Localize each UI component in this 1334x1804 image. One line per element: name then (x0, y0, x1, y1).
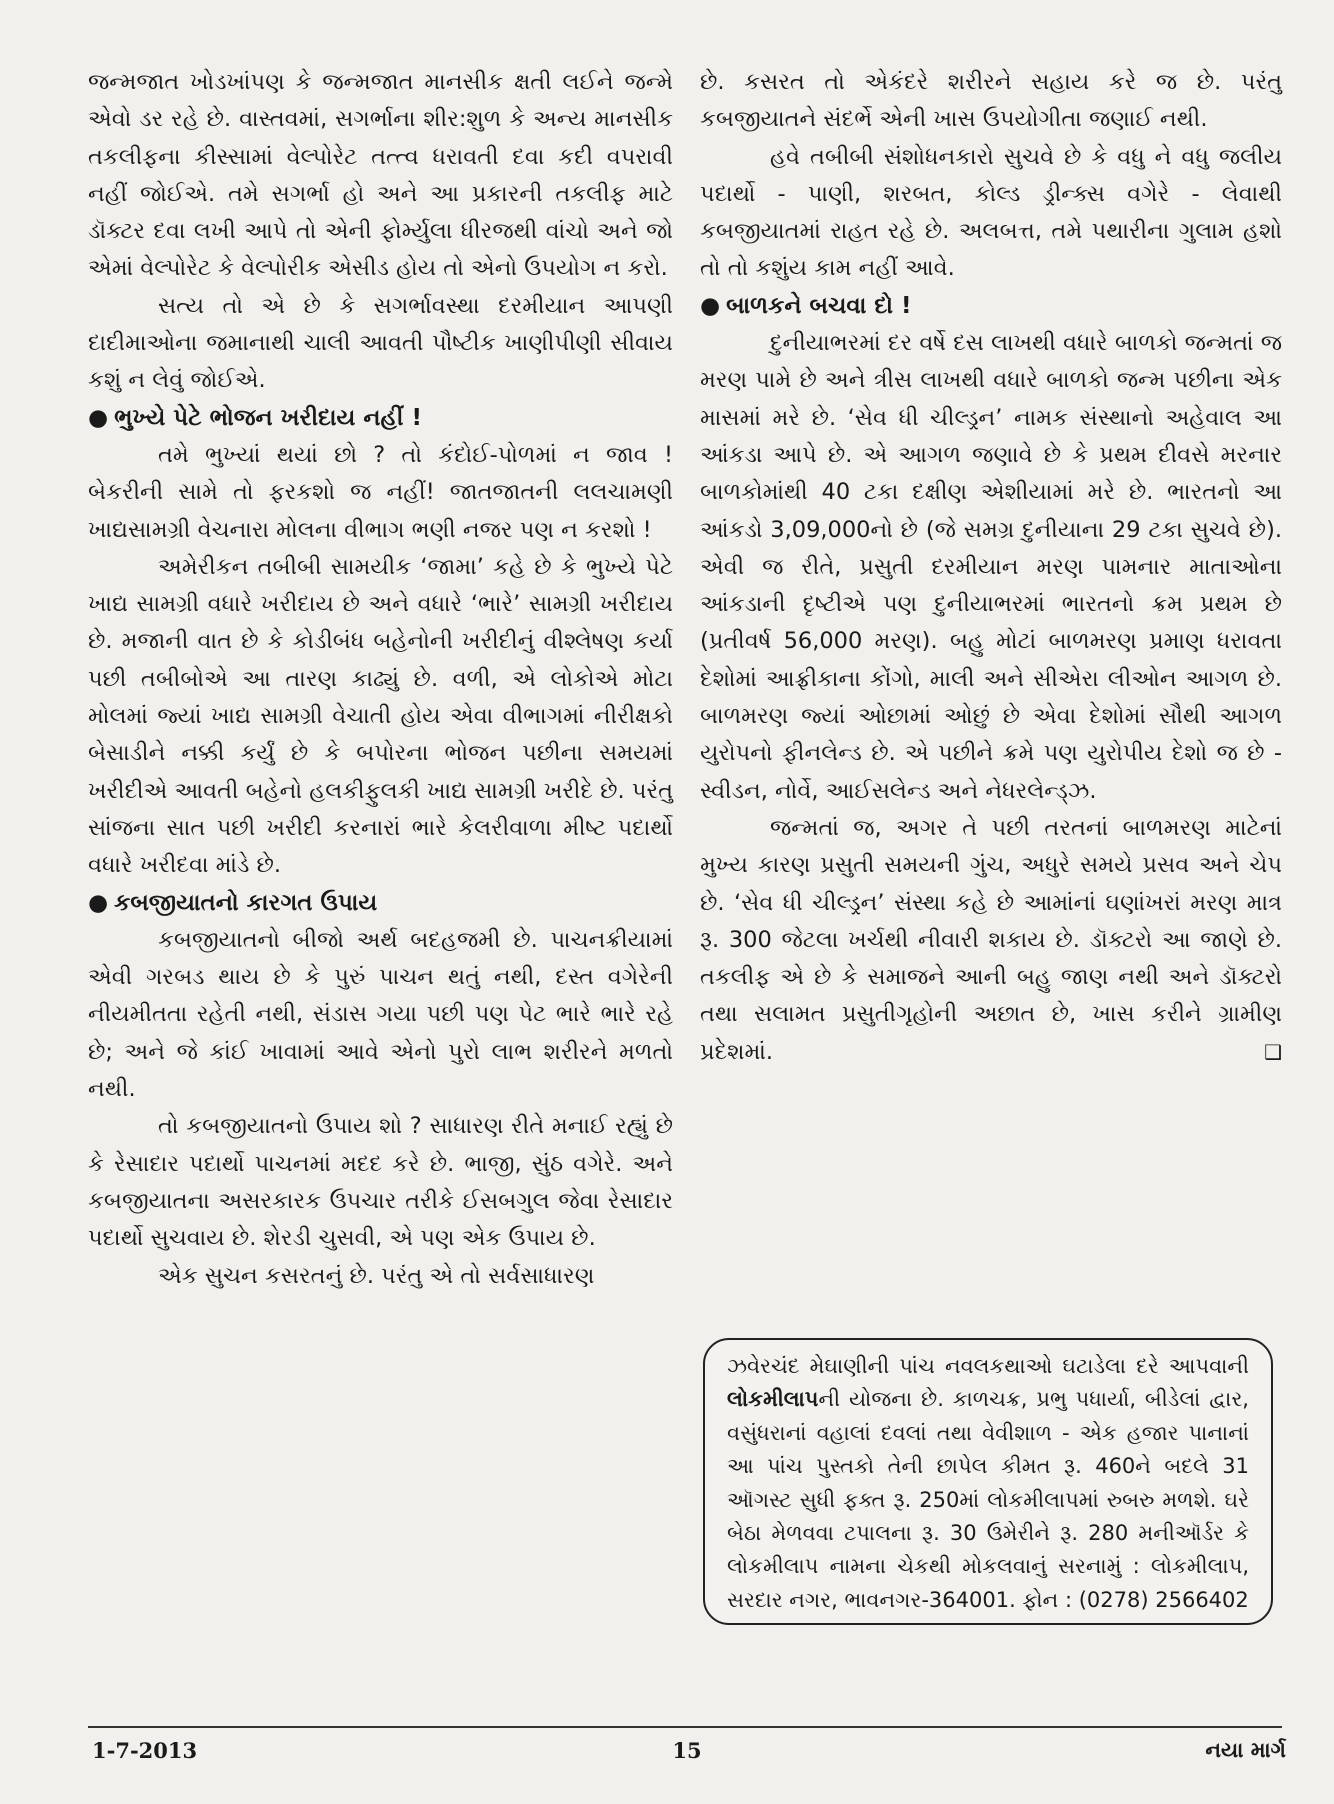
bullet-icon: ● (88, 404, 109, 431)
footer-divider (88, 1726, 1282, 1728)
paragraph: છે. કસરત તો એકંદરે શરીરને સહાય કરે જ છે. પરંતુ કબજીયાતને સંદર્ભે એની ખાસ ઉપયોગીતા જણાઈ નથી. (700, 69, 1282, 133)
paragraph: તો કબજીયાતનો ઉપાય શો ? સાધારણ રીતે મનાઈ રહ્યું છે કે રેસાદાર પદાર્થો પાચનમાં મદદ કરે છે. ભાજી, સુંઠ વગેરે. અને કબજીયાતના અસરકારક ઉપચાર તરીકે ઈસબગુલ જેવા રેસાદાર પદાર્થો સુચવાય છે. શેરડી ચુસવી, એ પણ એક ઉપાય છે. (88, 1113, 673, 1252)
notice-bold-name: લોકમીલાપ (727, 1387, 819, 1412)
paragraph: સત્ય તો એ છે કે સગર્ભાવસ્થા દરમીયાન આપણી દાદીમાઓના જમાનાથી ચાલી આવતી પૌષ્ટીક ખાણીપીણી સીવાય કશું ન લેવું જોઈએ. (88, 292, 673, 394)
paragraph: એક સુચન કસરતનું છે. પરંતુ એ તો સર્વસાધારણ (158, 1262, 595, 1289)
page-number: 15 (672, 1738, 702, 1763)
notice-box (703, 1338, 1273, 1625)
paragraph: દુનીયાભરમાં દર વર્ષે દસ લાખથી વધારે બાળકો જન્મતાં જ મરણ પામે છે અને ત્રીસ લાખથી વધારે બાળકો જન્મ પછીના એક માસમાં મરે છે. ‘સેવ ધી ચીલ્ડ્રન’ નામક સંસ્થાનો અહેવાલ આ આંકડા આપે છે. એ આગળ જણાવે છે કે પ્રથમ દીવસે મરનાર બાળકોમાંથી 40 ટકા દક્ષીણ એશીયામાં મરે છે. ભારતનો આ આંકડો 3,09,000નો છે (જે સમગ્ર દુનીયાના 29 ટકા સુચવે છે). એવી જ રીતે, પ્રસુતી દરમીયાન મરણ પામનાર માતાઓના આંકડાની દૃષ્ટીએ પણ દુનીયાભરમાં ભારતનો ક્રમ પ્રથમ છે (પ્રતીવર્ષ 56,000 મરણ). બહુ મોટાં બાળમરણ પ્રમાણ ધરાવતા દેશોમાં આફ્રીકાના કોંગો, માલી અને સીએરા લીઓન આગળ છે. બાળમરણ જ્યાં ઓછામાં ઓછું છે એવા દેશોમાં સૌથી આગળ યુરોપનો ફીનલેન્ડ છે. એ પછીને ક્રમે પણ યુરોપીય દેશો જ છે - સ્વીડન, નોર્વે, આઈસલેન્ડ અને નેધરલેન્ડ્ઝ. (700, 330, 1282, 804)
left-column (88, 64, 673, 1295)
magazine-name: નયા માર્ગ (1205, 1738, 1286, 1762)
paragraph: અમેરીકન તબીબી સામયીક ‘જામા’ કહે છે કે ભુખ્યે પેટે ખાદ્ય સામગ્રી વધારે ખરીદાય છે અને વધારે ‘ભારે’ સામગ્રી ખરીદાય છે. મજાની વાત છે કે કોડીબંધ બહેનોની ખરીદીનું વીશ્લેષણ કર્યા પછી તબીબોએ આ તારણ કાઢ્યું છે. વળી, એ લોકોએ મોટા મોલમાં જ્યાં ખાદ્ય સામગ્રી વેચાતી હોય એવા વીભાગમાં નીરીક્ષકો બેસાડીને નક્કી કર્યું છે કે બપોરના ભોજન પછીના સમયમાં ખરીદીએ આવતી બહેનો હલકીફુલકી ખાદ્ય સામગ્રી ખરીદે છે. પરંતુ સાંજના સાત પછી ખરીદી કરનારાં ભારે કેલરીવાળા મીષ્ટ પદાર્થો વધારે ખરીદવા માંડે છે. (88, 553, 673, 879)
notice-text: ઝવેરચંદ મેઘાણીની પાંચ નવલકથાઓ ઘટાડેલા દરે આપવાની લોકમીલાપની યોજના છે. કાળચક્ર, પ્રભુ પધાર્યા, બીડેલાં દ્વાર, વસુંધરાનાં વહાલાં દવલાં તથા વેવીશાળ - એક હજાર પાનાનાં આ પાંચ પુસ્તકો તેની છાપેલ કીમત રૂ. 460ને બદલે 31 ઑગસ્ટ સુધી ફક્ત રૂ. 250માં લોકમીલાપમાં રુબરુ મળશે. ઘરે બેઠા મેળવવા ટપાલના રૂ. 30 ઉમેરીને રૂ. 280 મનીઑર્ડર કે લોકમીલાપ નામના ચેકથી મોકલવાનું સરનામું : લોકમીલાપ, સરદાર નગર, ભાવનગર-364001. ફોન : (0278) 2566402 (727, 1354, 1249, 1612)
paragraph: જન્મજાત ખોડખાંપણ કે જન્મજાત માનસીક ક્ષતી લઈને જન્મે એવો ડર રહે છે. વાસ્તવમાં, સગર્ભાના શીર:શુળ કે અન્ય માનસીક તકલીફના કીસ્સામાં વેલ્પોરેટ તત્ત્વ ધરાવતી દવા કદી વપરાવી નહીં જોઈએ. તમે સગર્ભા હો અને આ પ્રકારની તકલીફ માટે ડૉક્ટર દવા લખી આપે તો એની ફોર્મ્યુલા ધીરજથી વાંચો અને જો એમાં વેલ્પોરેટ કે વેલ્પોરીક એસીડ હોય તો એનો ઉપયોગ ન કરો. (88, 69, 673, 282)
paragraph: જન્મતાં જ, અગર તે પછી તરતનાં બાળમરણ માટેનાં મુખ્ય કારણ પ્રસુતી સમયની ગુંચ, અધુરે સમયે પ્રસવ અને ચેપ છે. ‘સેવ ધી ચીલ્ડ્રન’ સંસ્થા કહે છે આમાંનાં ઘણાંખરાં મરણ માત્ર રૂ. 300 જેટલા ખર્ચથી નીવારી શકાય છે. ડૉક્ટરો આ જાણે છે. તકલીફ એ છે કે સમાજને આની બહુ જાણ નથી અને ડૉક્ટરો તથા સલામત પ્રસુતીગૃહોની અછાત છે, ખાસ કરીને ગ્રામીણ પ્રદેશમાં. ❑ (700, 810, 1282, 1071)
paragraph: કબજીયાતનો બીજો અર્થ બદહજમી છે. પાચનક્રીયામાં એવી ગરબડ થાય છે કે પુરું પાચન થતું નથી, દસ્ત વગેરેની નીયમીતતા રહેતી નથી, સંડાસ ગયા પછી પણ પેટ ભારે ભારે રહે છે; અને જે કાંઈ ખાવામાં આવે એનો પુરો લાભ શરીરને મળતો નથી. (88, 926, 673, 1103)
bullet-icon: ● (700, 292, 721, 319)
section-heading: ● ભુખ્યે પેટે ભોજન ખરીદાય નહીં ! (88, 404, 422, 431)
paragraph: તમે ભુખ્યાં થયાં છો ? તો કંદોઈ-પોળમાં ન જાવ ! બેકરીની સામે તો ફરકશો જ નહીં! જાતજાતની લલચામણી ખાદ્યસામગ્રી વેચનારા મોલના વીભાગ ભણી નજર પણ ન કરશો ! (88, 441, 673, 543)
footer-date: 1-7-2013 (92, 1738, 198, 1763)
bullet-icon: ● (88, 889, 109, 916)
end-square-icon: ❑ (1264, 1039, 1282, 1064)
paragraph: હવે તબીબી સંશોધનકારો સુચવે છે કે વધુ ને વધુ જલીય પદાર્થો - પાણી, શરબત, કોલ્ડ ડ્રીન્ક્સ વગેરે - લેવાથી કબજીયાતમાં રાહત રહે છે. અલબત્ત, તમે પથારીના ગુલામ હશો તો તો કશુંય કામ નહીં આવે. (700, 143, 1282, 282)
section-heading: ● બાળકને બચવા દો ! (700, 292, 912, 319)
section-heading: ● કબજીયાતનો કારગત ઉપાય (88, 889, 378, 916)
right-column (700, 64, 1282, 1071)
